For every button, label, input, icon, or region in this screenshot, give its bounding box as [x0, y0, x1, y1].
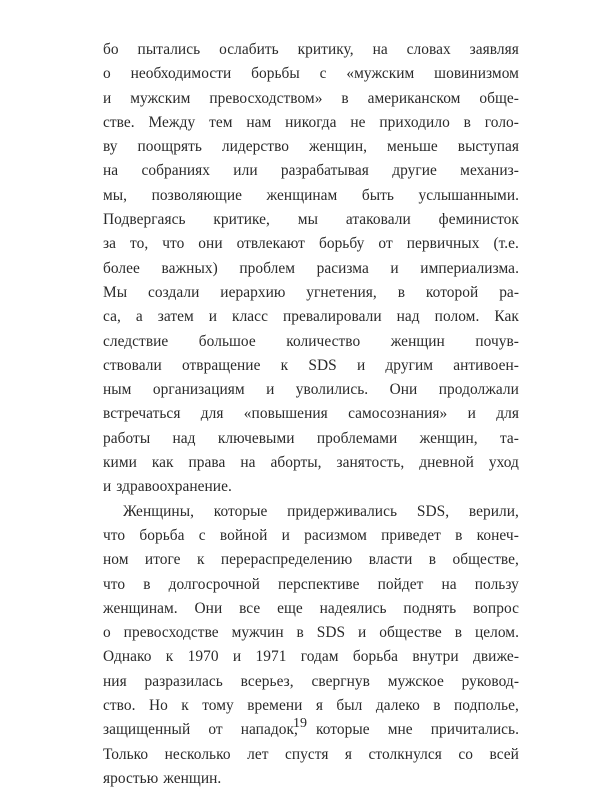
- text-line: [103, 305, 519, 329]
- word: полом.: [434, 308, 480, 326]
- word: американском: [367, 89, 461, 107]
- word: обществе,: [452, 551, 519, 569]
- word: надеялись: [319, 599, 387, 617]
- word: и: [467, 405, 476, 423]
- word: атаковали: [345, 211, 411, 229]
- text-line: [103, 135, 519, 159]
- word: что: [103, 526, 126, 544]
- word: а: [135, 308, 143, 326]
- word: лидерство: [221, 138, 290, 156]
- word: критике,: [213, 211, 270, 229]
- word: превосходстве: [123, 624, 219, 642]
- word: к: [196, 551, 205, 569]
- word: приведет: [381, 526, 441, 544]
- word: над: [172, 429, 196, 447]
- text-line: [103, 597, 519, 621]
- word: быть: [361, 186, 394, 204]
- word: с: [198, 526, 206, 544]
- word: придерживались: [287, 502, 398, 520]
- word: к: [165, 648, 174, 666]
- word: продолжали: [438, 381, 519, 399]
- word: позволяющие: [151, 186, 243, 204]
- word: что: [162, 235, 185, 253]
- word: самосознания»: [348, 405, 448, 423]
- word: борьба: [352, 648, 399, 666]
- word: поощрять: [137, 138, 202, 156]
- body-text: [103, 38, 519, 791]
- word: мужским: [130, 89, 191, 107]
- word: которые: [315, 721, 370, 739]
- word: обществе: [379, 624, 442, 642]
- word: мы: [297, 211, 318, 229]
- word: женщин: [390, 332, 445, 350]
- text-line: [103, 694, 519, 718]
- word: от: [208, 721, 223, 739]
- word: обще-: [479, 89, 519, 107]
- word: вопрос: [472, 599, 519, 617]
- word: следствие: [103, 332, 169, 350]
- word: выступая: [457, 138, 519, 156]
- word: для: [200, 405, 224, 423]
- word: к: [181, 697, 189, 715]
- word: ство.: [103, 697, 136, 715]
- word: целом.: [474, 624, 519, 642]
- word: другие: [392, 162, 437, 180]
- word: на: [240, 454, 256, 472]
- text-line: [103, 111, 519, 135]
- text-line: [103, 475, 519, 499]
- word: женщин.: [163, 769, 222, 787]
- text-line: [103, 402, 519, 426]
- word: я: [344, 745, 353, 763]
- word: критику,: [297, 41, 354, 58]
- word: не: [350, 113, 366, 131]
- text-line: [103, 62, 519, 86]
- word: ключевыми: [217, 429, 295, 447]
- word: ослабить: [219, 41, 279, 58]
- word: о: [103, 65, 111, 83]
- word: руковод-: [461, 672, 519, 690]
- text-line: [103, 427, 519, 451]
- word: Подвергаясь: [103, 211, 186, 229]
- word: Они: [389, 381, 418, 399]
- text-line: [103, 500, 519, 524]
- word: внутри: [412, 648, 459, 666]
- word: приходило: [379, 113, 450, 131]
- word: подполье,: [454, 697, 519, 715]
- word: долгосрочной: [168, 575, 260, 593]
- word: организациям: [152, 381, 245, 399]
- word: и: [390, 259, 399, 277]
- word: в: [455, 526, 463, 544]
- word: са,: [103, 308, 121, 326]
- word: SDS,: [416, 502, 450, 520]
- word: и: [208, 308, 218, 326]
- word: SDS: [308, 356, 337, 374]
- word: голо-: [484, 113, 519, 131]
- word: далеко: [375, 697, 420, 715]
- word: класс: [232, 308, 268, 326]
- word: занятость,: [336, 454, 405, 472]
- word: ния: [103, 672, 127, 690]
- word: верили,: [468, 502, 519, 520]
- word: власти: [368, 551, 413, 569]
- word: 1970: [187, 648, 219, 666]
- word: для: [496, 405, 519, 423]
- word: защищенный: [103, 721, 191, 739]
- word: почув-: [475, 332, 519, 350]
- word: на: [441, 575, 457, 593]
- word: за: [103, 235, 117, 253]
- word: 1971: [255, 648, 287, 666]
- word: другим: [385, 356, 434, 374]
- word: борьбу: [318, 235, 365, 253]
- word: ным: [103, 381, 132, 399]
- word: причитались.: [430, 721, 519, 739]
- word: был: [336, 697, 363, 715]
- word: права: [188, 454, 226, 472]
- word: шовинизмом: [434, 65, 519, 83]
- word: проблемами: [316, 429, 398, 447]
- word: заявляя: [469, 41, 519, 58]
- word: и: [103, 478, 112, 496]
- word: иерархию: [220, 283, 286, 301]
- word: первичных: [406, 235, 480, 253]
- word: борьбы: [251, 65, 300, 83]
- word: все: [239, 599, 261, 617]
- word: со: [458, 745, 473, 763]
- word: пойдет: [377, 575, 424, 593]
- word: к: [280, 356, 289, 374]
- word: я: [315, 697, 323, 715]
- text-line: [103, 378, 519, 402]
- word: на: [372, 41, 388, 58]
- word: о: [103, 624, 111, 642]
- word: как: [151, 454, 174, 472]
- word: угнетения,: [306, 283, 377, 301]
- word: женщинам.: [103, 599, 178, 617]
- text-line: [103, 743, 519, 767]
- word: более: [103, 259, 140, 277]
- word: мы,: [103, 186, 128, 204]
- text-line: [103, 621, 519, 645]
- word: встречаться: [103, 405, 181, 423]
- word: пытались: [137, 41, 201, 58]
- word: (т.е.: [493, 235, 519, 253]
- word: ву: [103, 138, 118, 156]
- word: то,: [130, 235, 149, 253]
- word: «повышения: [243, 405, 328, 423]
- word: всерьез,: [240, 672, 294, 690]
- text-line: [103, 573, 519, 597]
- text-line: [103, 451, 519, 475]
- word: войной: [219, 526, 268, 544]
- word: аборты,: [270, 454, 322, 472]
- word: и: [356, 356, 366, 374]
- word: Женщины,: [123, 502, 194, 520]
- word: мужское: [387, 672, 444, 690]
- text-line: [103, 159, 519, 183]
- word: движе-: [472, 648, 519, 666]
- word: дневной: [419, 454, 474, 472]
- word: с: [319, 65, 327, 83]
- word: превосходством»: [209, 89, 323, 107]
- word: и: [281, 526, 290, 544]
- word: на: [103, 162, 119, 180]
- word: над: [396, 308, 420, 326]
- word: они: [198, 235, 223, 253]
- word: феминисток: [438, 211, 519, 229]
- word: уволились.: [295, 381, 369, 399]
- word: нам: [246, 113, 272, 131]
- word: затем: [157, 308, 194, 326]
- word: империализма.: [420, 259, 519, 277]
- word: в: [341, 89, 349, 107]
- word: и: [358, 624, 367, 642]
- text-line: [103, 670, 519, 694]
- word: ра-: [499, 283, 519, 301]
- word: Однако: [103, 648, 152, 666]
- word: в: [397, 283, 406, 301]
- word: проблем: [239, 259, 296, 277]
- word: стве.: [103, 113, 135, 131]
- word: здравоохранение.: [116, 478, 232, 496]
- word: спустя: [284, 745, 329, 763]
- word: Как: [494, 308, 519, 326]
- word: кими: [103, 454, 137, 472]
- text-line: [103, 767, 519, 791]
- word: бо: [103, 41, 119, 58]
- word: Они: [194, 599, 223, 617]
- word: мне: [387, 721, 413, 739]
- word: тем: [209, 113, 233, 131]
- word: столкнулся: [368, 745, 442, 763]
- word: перспективе: [278, 575, 360, 593]
- text-line: [103, 184, 519, 208]
- word: разразилась: [144, 672, 223, 690]
- word: Мы: [103, 283, 128, 301]
- text-line: [103, 548, 519, 572]
- word: расизмом: [304, 526, 367, 544]
- word: никогда: [285, 113, 337, 131]
- word: и: [266, 381, 275, 399]
- text-line: [103, 208, 519, 232]
- word: разрабатывая: [280, 162, 369, 180]
- word: несколько: [164, 745, 231, 763]
- word: антивоен-: [453, 356, 519, 374]
- word: необходимости: [130, 65, 232, 83]
- word: в: [433, 697, 441, 715]
- word: ном: [103, 551, 129, 569]
- word: поднять: [403, 599, 457, 617]
- word: собраниях: [141, 162, 211, 180]
- text-line: [103, 257, 519, 281]
- word: словах: [406, 41, 451, 58]
- word: что: [103, 575, 126, 593]
- word: которые: [213, 502, 268, 520]
- text-line: [103, 354, 519, 378]
- text-line: [103, 524, 519, 548]
- word: «мужским: [346, 65, 415, 83]
- word: пользу: [474, 575, 519, 593]
- text-line: [103, 38, 519, 62]
- word: времени: [247, 697, 303, 715]
- word: мужчин: [231, 624, 284, 642]
- word: годам: [300, 648, 339, 666]
- word: от: [378, 235, 393, 253]
- word: и: [103, 89, 112, 107]
- word: перераспределению: [220, 551, 353, 569]
- word: в: [454, 624, 463, 642]
- word: SDS: [316, 624, 346, 642]
- word: борьба: [139, 526, 185, 544]
- word: всей: [489, 745, 519, 763]
- word: еще: [277, 599, 303, 617]
- word: меньше: [387, 138, 438, 156]
- word: в: [428, 551, 437, 569]
- text-line: [103, 645, 519, 669]
- word: превалировали: [282, 308, 382, 326]
- word: конеч-: [476, 526, 519, 544]
- word: количество: [286, 332, 361, 350]
- word: тому: [202, 697, 234, 715]
- word: и: [232, 648, 242, 666]
- word: женщинам: [266, 186, 338, 204]
- word: услышанными.: [418, 186, 519, 204]
- word: работы: [103, 429, 151, 447]
- text-line: [103, 232, 519, 256]
- word: нападок,: [240, 721, 298, 739]
- word: механиз-: [460, 162, 519, 180]
- word: большое: [198, 332, 256, 350]
- word: свергнув: [311, 672, 370, 690]
- word: в: [296, 624, 304, 642]
- word: ствовали: [103, 356, 162, 374]
- word: важных): [161, 259, 218, 277]
- word: которой: [425, 283, 479, 301]
- word: Но: [148, 697, 168, 715]
- word: отвлекают: [236, 235, 305, 253]
- word: женщин,: [419, 429, 478, 447]
- text-line: [103, 281, 519, 305]
- word: создали: [148, 283, 200, 301]
- text-line: [103, 330, 519, 354]
- word: или: [233, 162, 258, 180]
- word: расизма: [316, 259, 369, 277]
- word: Только: [103, 745, 149, 763]
- word: в: [463, 113, 471, 131]
- page-number: 19: [293, 716, 307, 731]
- text-line: [103, 87, 519, 111]
- word: та-: [499, 429, 519, 447]
- word: Между: [148, 113, 196, 131]
- word: уход: [488, 454, 519, 472]
- word: отвращение: [181, 356, 261, 374]
- word: в: [143, 575, 151, 593]
- word: яростью: [103, 769, 159, 787]
- word: итоге: [144, 551, 181, 569]
- word: лет: [247, 745, 269, 763]
- word: женщин,: [309, 138, 368, 156]
